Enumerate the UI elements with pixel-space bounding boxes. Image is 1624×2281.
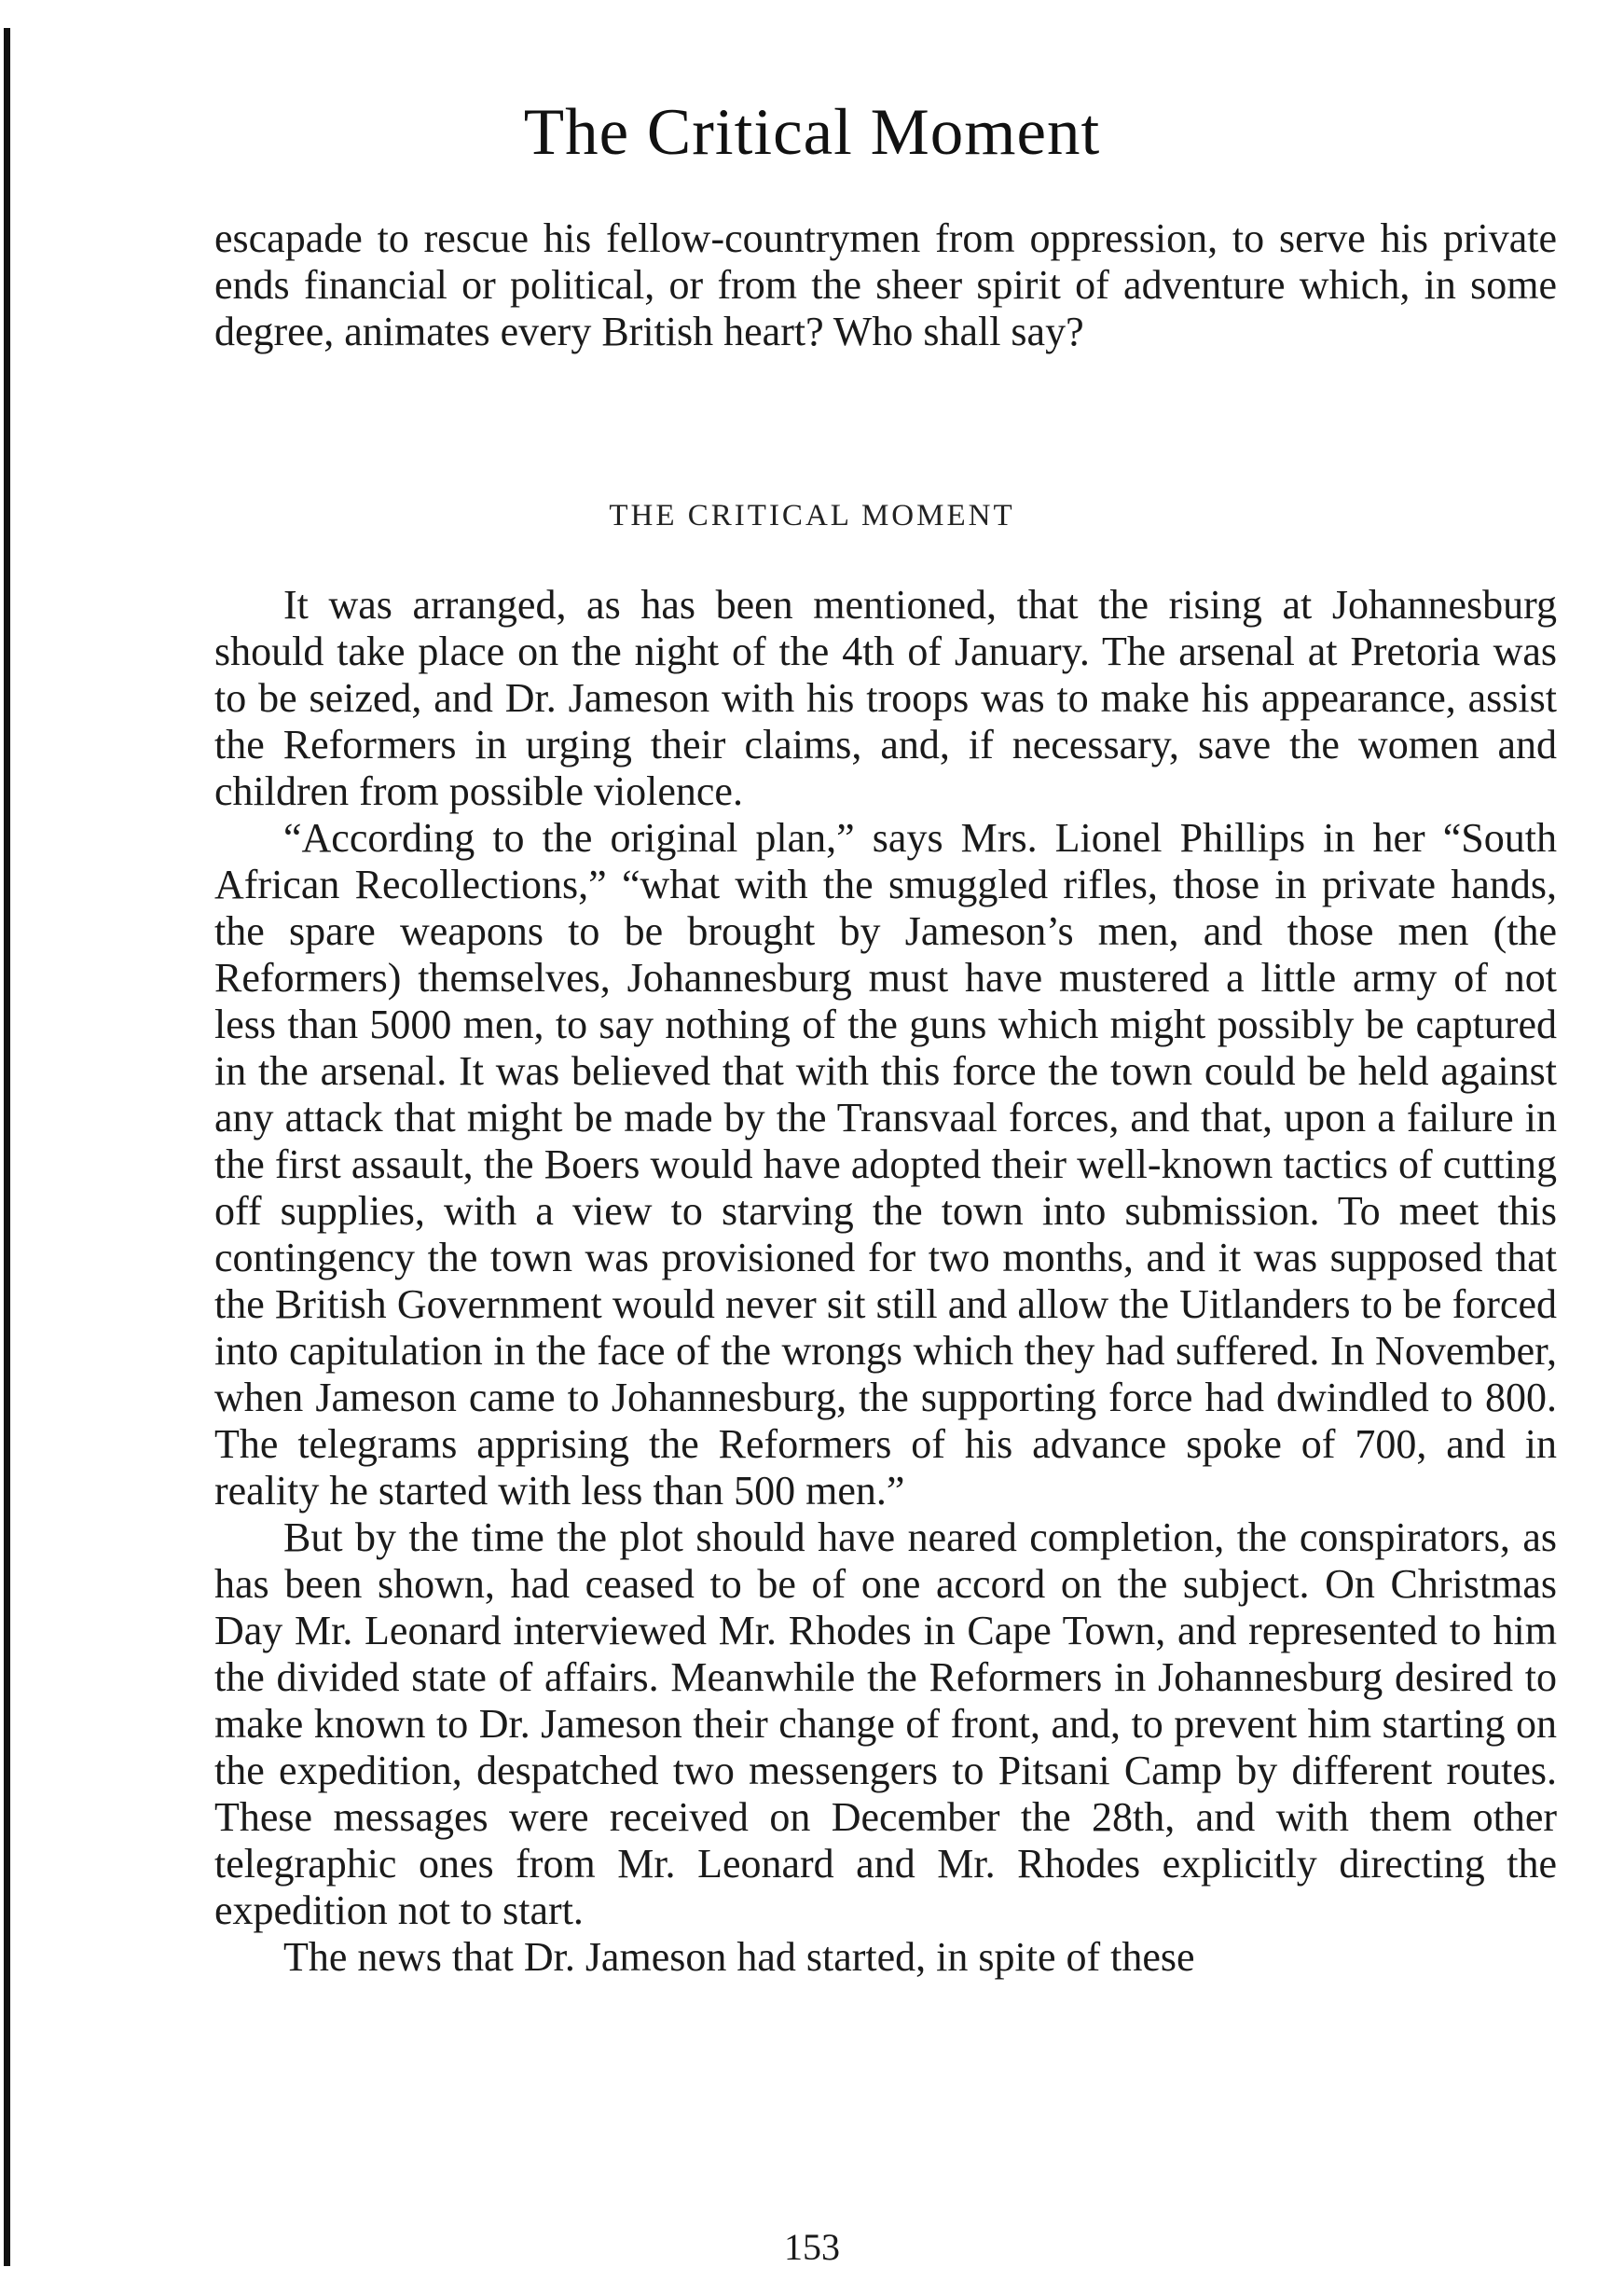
page-number: 153 xyxy=(784,2226,840,2268)
opening-paragraph-text: escapade to rescue his fellow-countrymen from oppression, to serve his private ends financial or political, or from the sheer spirit of adventure which, in some degree, animates every British heart? Who shall say? xyxy=(214,215,1557,354)
section-heading: THE CRITICAL MOMENT xyxy=(609,499,1015,532)
paragraph-1: It was arranged, as has been mentioned, that the rising at Johannesburg should take place on the night of the 4th of January. The arsenal at Pretoria was to be seized, and Dr. Jameson with his troops was to make his appearance, assist the Reformers in urging their claims, and, if necessary, save the women and children from possible violence. xyxy=(214,582,1557,814)
running-header: The Critical Moment xyxy=(523,96,1101,169)
opening-paragraph xyxy=(214,215,1557,355)
paragraph-4: The news that Dr. Jameson had started, in spite of these xyxy=(283,1934,1195,1980)
page-edge-line xyxy=(4,28,10,2266)
section-body xyxy=(214,582,1557,1981)
paragraph-2: “According to the original plan,” says Mrs. Lionel Phillips in her “South African Recollections,” “what with the smuggled rifles, those in private hands, the spare weapons to be brought by Jameson’s men, and those men (the Reformers) themselves, Johannesburg must have mustered a little army of not less than 5000 men, to say nothing of the guns which might possibly be captured in the arsenal. It was believed that with this force the town could be held against any attack that might be made by the Transvaal forces, and that, upon a failure in the first assault, the Boers would have adopted their well-known tactics of cutting off supplies, with a view to starving the town into submission. To meet this contingency the town was provisioned for two months, and it was supposed that the British Government would never sit still and allow the Uitlanders to be forced into capitulation in the face of the wrongs which they had suffered. In November, when Jameson came to Johannesburg, the supporting force had dwindled to 800. The telegrams apprising the Reformers of his advance spoke of 700, and in reality he started with less than 500 men.” xyxy=(214,815,1557,1514)
paragraph-3: But by the time the plot should have neared completion, the conspirators, as has been shown, had ceased to be of one accord on the subject. On Christmas Day Mr. Leonard interviewed Mr. Rhodes in Cape Town, and represented to him the divided state of affairs. Meanwhile the Reformers in Johannesburg desired to make known to Dr. Jameson their change of front, and, to prevent him starting on the expedition, despatched two messengers to Pitsani Camp by different routes. These messages were received on December the 28th, and with them other telegraphic ones from Mr. Leonard and Mr. Rhodes explicitly directing the expedition not to start. xyxy=(214,1514,1557,1933)
